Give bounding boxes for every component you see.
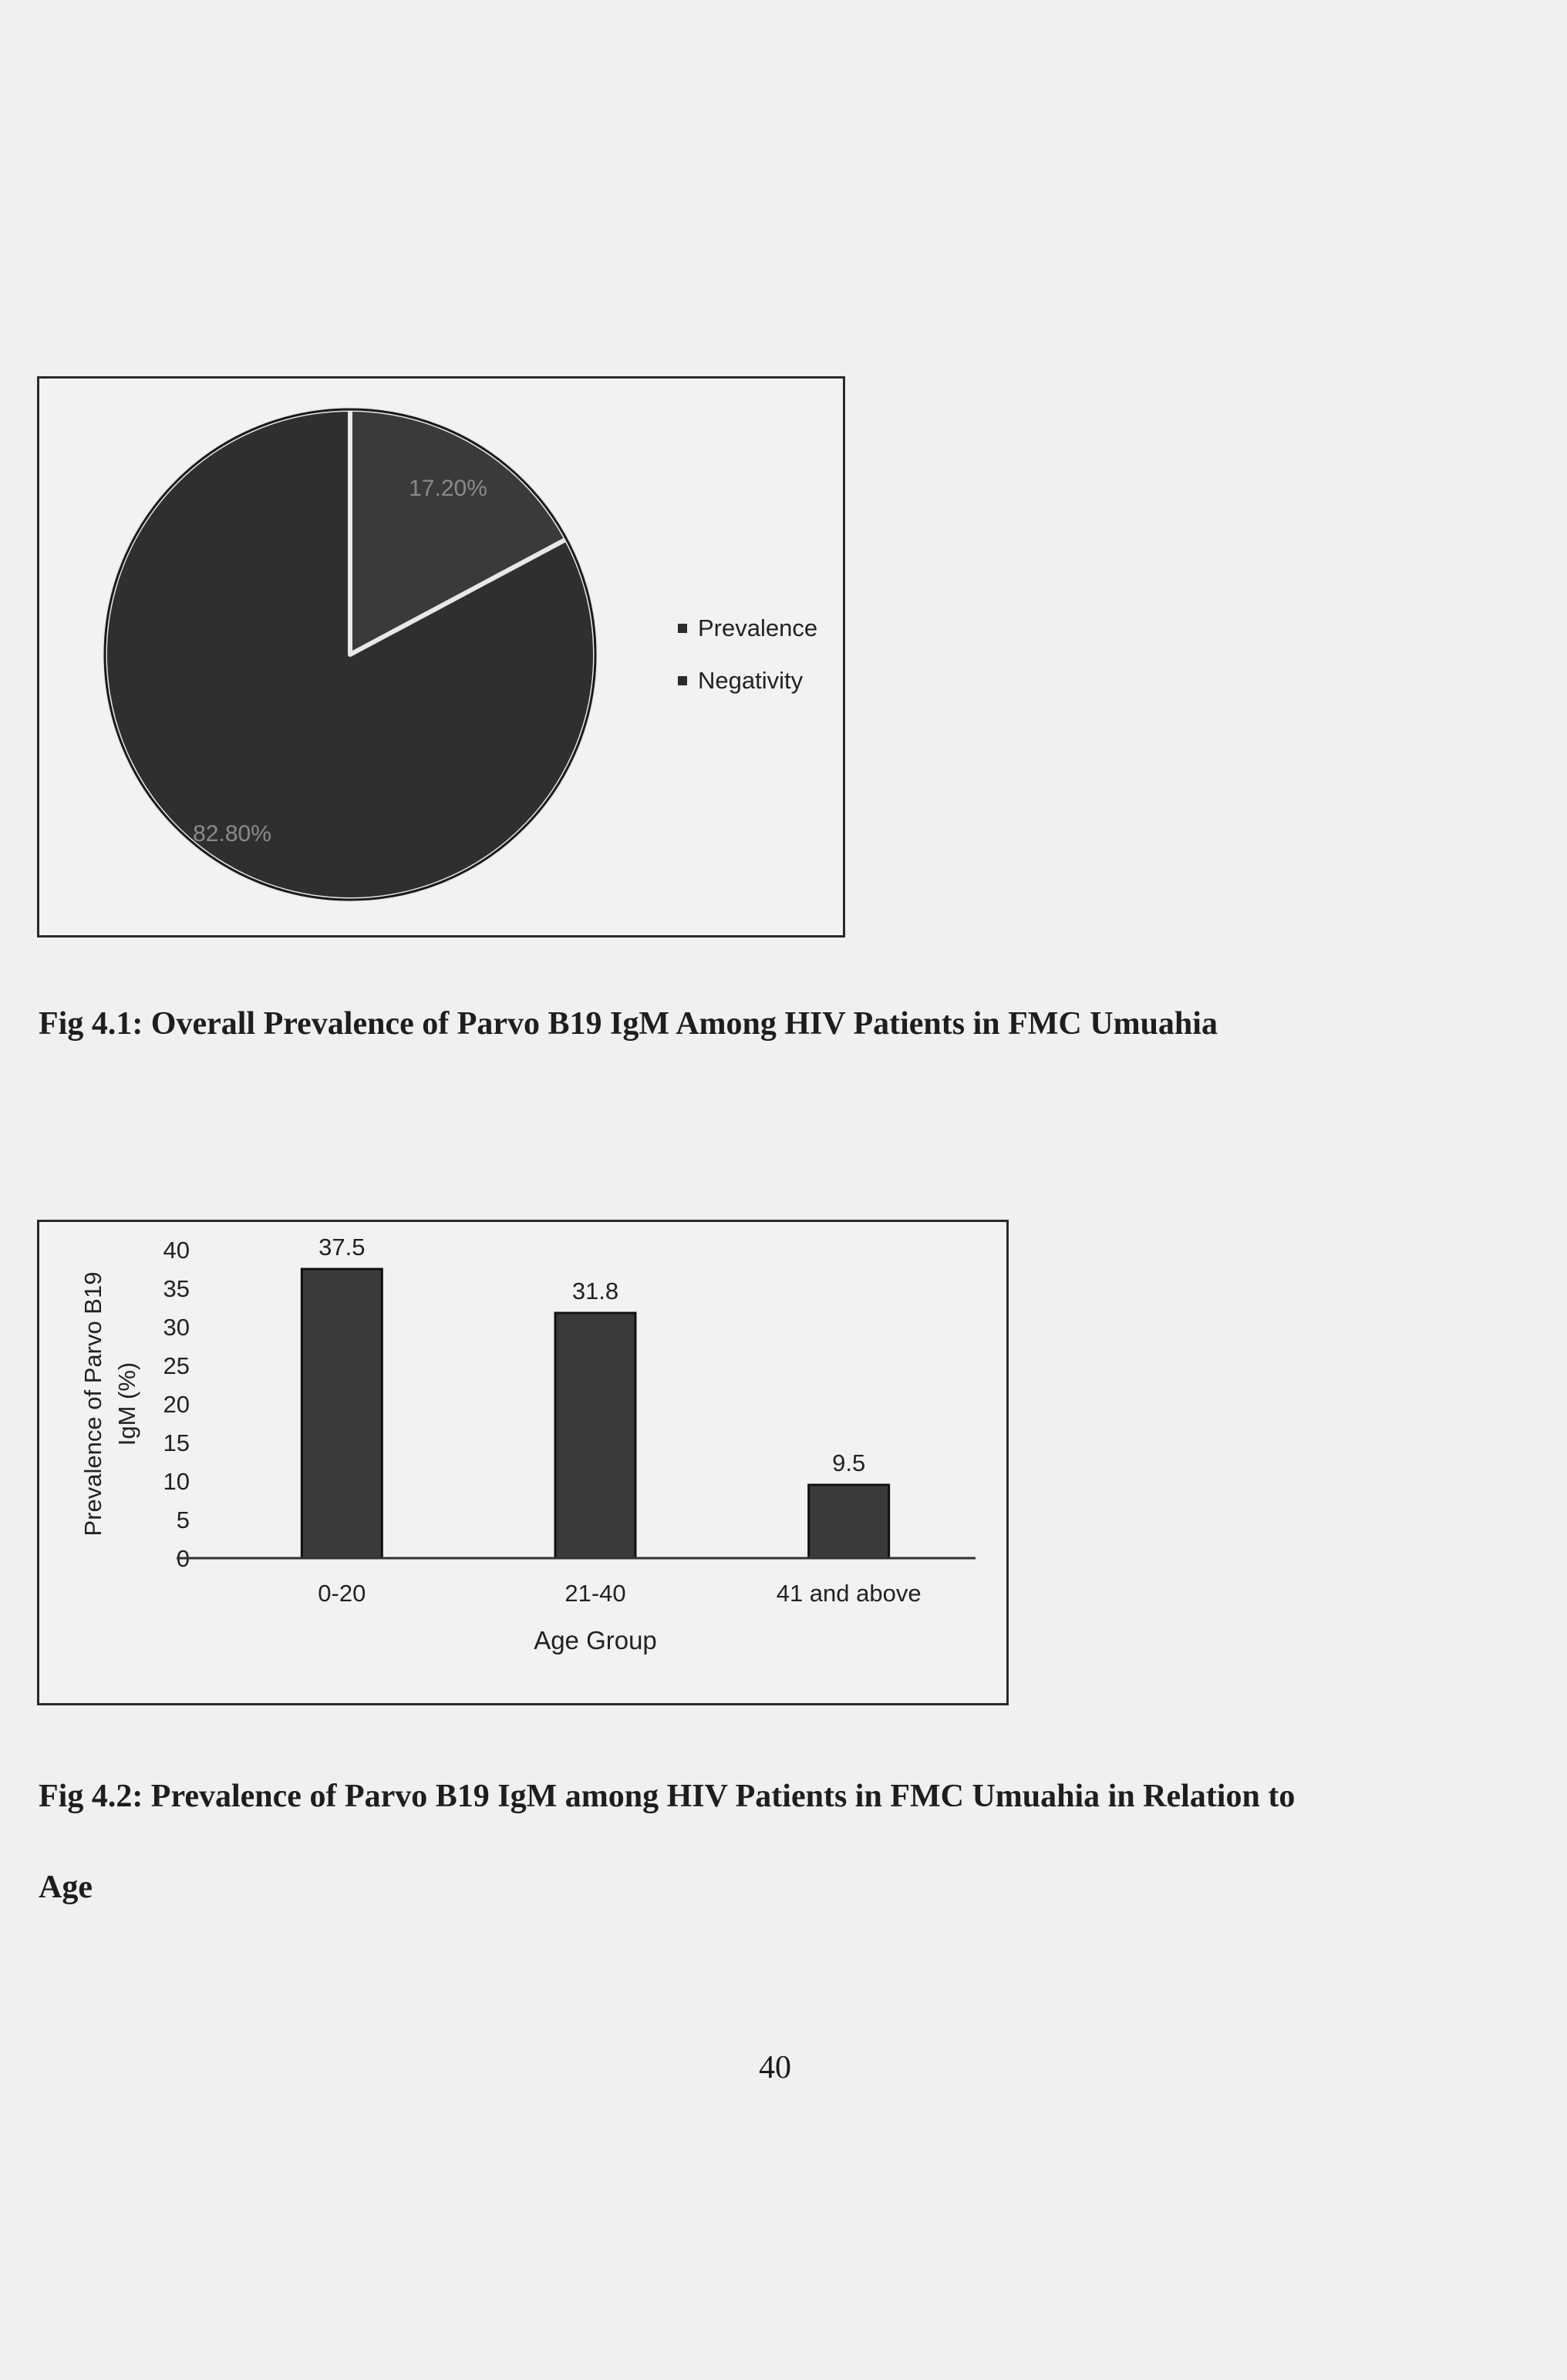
- x-tick-label: 21-40: [564, 1580, 626, 1607]
- y-tick-label: 10: [163, 1468, 190, 1495]
- bar-chart: [39, 1222, 1011, 1708]
- bar-21-40: [555, 1313, 635, 1558]
- legend-item-negativity: [678, 665, 817, 696]
- legend-swatch-negativity: [678, 676, 687, 685]
- bar-chart-frame: [37, 1220, 1009, 1705]
- bar-data-label: 9.5: [832, 1449, 866, 1476]
- page-number: 40: [759, 2050, 791, 2085]
- legend-label-negativity: Negativity: [698, 667, 804, 694]
- figure-caption-4-2-continued: Age: [39, 1870, 93, 1905]
- x-axis-title: Age Group: [534, 1626, 657, 1655]
- pie-legend: [678, 613, 817, 718]
- x-tick-label: 0-20: [318, 1580, 366, 1607]
- bar-data-label: 31.8: [571, 1278, 619, 1304]
- y-tick-label: 15: [163, 1429, 190, 1456]
- y-tick-label: 25: [163, 1352, 190, 1379]
- legend-label-prevalence: Prevalence: [698, 614, 818, 641]
- pie-data-label-negativity: 82.80%: [193, 821, 271, 847]
- y-axis-title: [79, 1272, 140, 1537]
- y-tick-label: 35: [163, 1275, 190, 1302]
- y-tick-label: 30: [163, 1314, 190, 1341]
- bar-data-label: 37.5: [318, 1234, 366, 1261]
- y-tick-label: 5: [176, 1506, 190, 1533]
- pie-data-label-prevalence: 17.20%: [409, 476, 487, 501]
- figure-caption-4-2: Fig 4.2: Prevalence of Parvo B19 IgM among HIV Patients in FMC Umuahia in Relation to: [39, 1779, 1296, 1814]
- y-tick-label: 0: [176, 1545, 190, 1572]
- bar-0-20: [302, 1269, 382, 1558]
- pie-chart-frame: [37, 376, 845, 938]
- y-tick-label: 20: [163, 1391, 190, 1418]
- figure-caption-4-1: Fig 4.1: Overall Prevalence of Parvo B19 IgM Among HIV Patients in FMC Umuahia: [39, 1006, 1218, 1042]
- bar-41-and-above: [809, 1485, 889, 1558]
- x-tick-label: 41 and above: [776, 1580, 922, 1607]
- y-axis-title-line2: IgM (%): [113, 1362, 140, 1446]
- y-axis-title-line1: Prevalence of Parvo B19: [79, 1271, 106, 1537]
- legend-swatch-prevalence: [678, 624, 687, 633]
- legend-item-prevalence: [678, 613, 817, 644]
- y-tick-label: 40: [163, 1237, 190, 1264]
